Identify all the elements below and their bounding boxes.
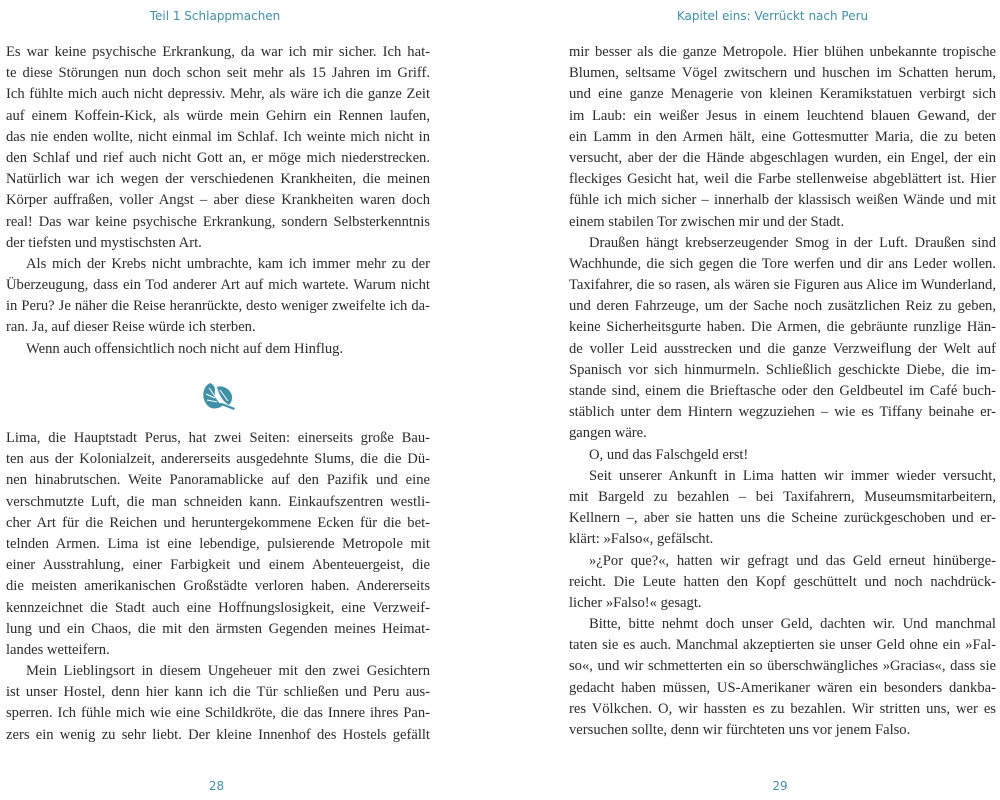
leaf-icon [198,379,236,411]
text-line: cher Art für die Reichen und heruntergekommene Ecken für die bet- [6,514,430,531]
text-line: stande sind, einem die Brieftasche oder den Geldbeutel im Café buch- [569,383,996,399]
text-line: sperren. Ich fühle mich wie eine Schildkröte, die das Innere ihres Pan- [6,705,430,722]
text-line: de voller Leid ausstrecken und die ganze Verzweiflung der Welt auf [569,340,996,357]
text-line: ein Lamm in den Armen hält, eine Gottesmutter Maria, die zu beten [569,128,996,145]
left-text-block-2 [6,428,430,746]
right-text-block [569,42,996,741]
text-line: Ich fühlte mich auch nicht depressiv. Mehr, als wäre ich die ganze Zeit [6,86,430,103]
text-line: mit Bargeld zu bezahlen – bei Taxifahrern, Museumsmitarbeitern, [569,488,996,505]
text-line: versucht, aber der die Hände abgeschlagen wurden, ein Engel, der ein [569,149,996,166]
text-line: nen hinabrutschen. Weite Panoramablicke auf den Pazifik und eine [6,472,430,489]
text-line: der tiefsten und mystischsten Art. [6,234,202,251]
text-line: res Völkchen. O, wir hassten es zu bezahlen. Wir stritten uns, wer es [569,700,996,717]
text-line: taten sie es auch. Manchmal akzeptierten sie unser Geld ohne ein »Fal- [569,637,996,654]
left-text-block-1 [6,42,430,360]
text-line: Körper auffraßen, voller Angst – aber diese Krankheiten waren doch [6,192,430,209]
text-line: kennzeichnet die Stadt auch eine Hoffnungslosigkeit, eine Verzweif- [6,599,430,616]
text-line: Es war keine psychische Erkrankung, da war ich mir sicher. Ich hat- [6,44,430,60]
text-line: auf einem Koffein-Kick, als würde mein Gehirn ein Rennen laufen, [6,107,430,124]
text-line: Mein Lieblingsort in diesem Ungeheuer mit den zwei Gesichtern [26,663,430,680]
text-line: ten aus der Kolonialzeit, andererseits ausgedehnte Slums, die die Dü- [6,451,430,468]
text-line: ran. Ja, auf dieser Reise würde ich sterben. [6,319,256,336]
text-line: Wachhunde, die sich gegen die Tore werfen und dir ans Leder wollen. [569,255,996,272]
text-line: das nie enden wollte, nicht einmal im Schlaf. Ich weinte mich nicht in [6,128,430,145]
text-line: telnden Armen. Lima ist eine lebendige, pulsierende Metropole mit [6,535,430,552]
text-line: zers ein wenig zu sehr liebt. Der kleine Innenhof des Hostels gefällt [6,726,430,743]
text-line: in Peru? Je näher die Reise heranrückte, desto weniger zweifelte ich da- [6,298,430,315]
text-line: gangen wäre. [569,425,647,442]
text-line: und eine ganze Menagerie von kleinen Keramikstatuen verbirgt sich [569,86,996,103]
text-line: licher »Falso!« gesagt. [569,594,702,611]
text-line: reicht. Die Leute hatten den Kopf geschüttelt und noch nachdrück- [569,573,996,590]
text-line: fühle ich mich sicher – innerhalb der klassisch weißen Wände und mit [569,192,996,209]
text-line: Als mich der Krebs nicht umbrachte, kam ich immer mehr zu der [26,255,430,272]
text-line: O, und das Falschgeld erst! [589,446,749,463]
text-line: klärt: »Falso«, gefälscht. [569,531,714,548]
text-line: den Schlaf und rief auch nicht Gott an, er möge mich niederstrecken. [6,149,430,166]
text-line: gedacht haben müssen, US-Amerikaner wären ein besonders dankba- [569,679,996,696]
text-line: landes wetteifern. [6,641,110,658]
text-line: Überzeugung, dass ein Tod anderer Art auf mich wartete. Warum nicht [6,277,430,294]
text-line: Natürlich war ich wegen der verschiedenen Krankheiten, die meinen [6,171,430,188]
text-line: stäblich unter dem Hintern wegzuziehen – wie es Tiffany beinahe er- [569,404,996,421]
text-line: im Laub: ein weißer Jesus in einem leuchtend blauen Gewand, der [569,107,996,124]
text-line: verschmutzte Luft, die man schneiden kann. Einkaufszentren westli- [6,493,430,510]
text-line: Spanisch vor sich hinmurmeln. Schließlich geschickte Diebe, die im- [569,361,996,378]
text-line: und deren Fahrzeuge, um der Sache noch zusätzlichen Reiz zu geben, [569,298,996,315]
text-line: Draußen hängt krebserzeugender Smog in der Luft. Draußen sind [589,234,996,251]
right-page [500,0,1000,800]
text-line: lung und ein Chaos, die mit den ärmsten Gegenden meines Heimat- [6,620,430,637]
text-line: ist unser Hostel, denn hier kann ich die Tür schließen und Peru aus- [6,684,430,701]
running-head-left: Teil 1 Schlappmachen [149,9,281,23]
text-line: »¿Por que?«, hatten wir gefragt und das Geld erneut hinüberge- [589,552,996,569]
text-line: so«, und wir schmetterten ein so überschwängliches »Gracias«, dass sie [569,658,996,675]
text-line: Blumen, seltsame Vögel zwitschern und huschen im Schatten herum, [569,65,996,82]
text-line: Kellnern –, aber sie hatten uns die Scheine zurückgeschoben und er- [569,510,996,527]
text-line: Taxifahrer, die so rasen, als wären sie Figuren aus Alice im Wunderland, [569,277,996,294]
text-line: einer Ausstrahlung, einer Farbigkeit und einem Abenteuergeist, die [6,557,430,574]
page-number-left: 28 [208,779,225,793]
text-line: te diese Störungen nun doch schon seit mehr als 15 Jahren im Griff. [6,65,430,82]
text-line: Bitte, bitte nehmt doch unser Geld, dachten wir. Und manchmal [589,616,996,633]
text-line: die meisten amerikanischen Großstädte verloren haben. Andererseits [6,578,430,595]
text-line: versuchen sollte, denn wir fürchteten uns vor jenem Falso. [569,722,911,738]
text-line: Wenn auch offensichtlich noch nicht auf dem Hinflug. [26,340,344,357]
text-line: mir besser als die ganze Metropole. Hier blühen unbekannte tropische [569,44,996,60]
text-line: Lima, die Hauptstadt Perus, hat zwei Seiten: einerseits große Bau- [6,430,430,446]
text-line: Seit unserer Ankunft in Lima hatten wir immer wieder versucht, [589,467,996,484]
running-head-right: Kapitel eins: Verrückt nach Peru [676,9,869,23]
text-line: keine Sicherheitsgurte haben. Die Armen, die gebräunte runzlige Hän- [569,319,996,336]
text-line: real! Das war keine psychische Erkrankung, sondern Selbsterkenntnis [6,213,430,230]
text-line: einem stabilen Tor zwischen mir und der Stadt. [569,213,845,230]
page-number-right: 29 [772,779,788,793]
text-line: fleckiges Gesicht hat, weil die Farbe stellenweise abgeblättert ist. Hier [569,171,996,188]
